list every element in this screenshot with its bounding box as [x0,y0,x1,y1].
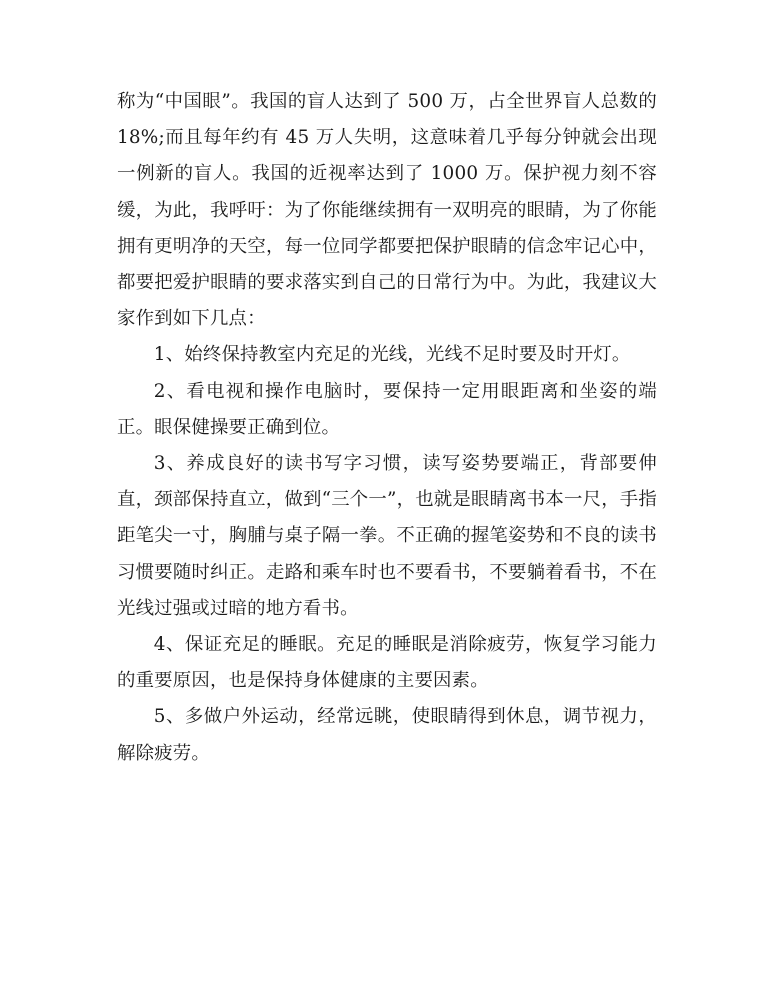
paragraph-point-1: 1、始终保持教室内充足的光线，光线不足时要及时开灯。 [153,344,631,366]
document-body [117,84,657,772]
paragraph-point-5: 5、多做户外运动，经常远眺，使眼睛得到休息，调节视力，解除疲劳。 [117,706,657,764]
paragraph-point-2: 2、看电视和操作电脑时，要保持一定用眼距离和坐姿的端正。眼保健操要正确到位。 [117,380,657,438]
paragraph-point-4: 4、保证充足的睡眠。充足的睡眠是消除疲劳，恢复学习能力的重要原因，也是保持身体健康的主要因素。 [117,634,657,692]
paragraph-intro: 称为“中国眼”。我国的盲人达到了 500 万，占全世界盲人总数的 18%;而且每年约有 45 万人失明，这意味着几乎每分钟就会出现一例新的盲人。我国的近视率达到了 1000 万。保护视力刻不容缓，为此，我呼吁：为了你能继续拥有一双明亮的眼睛，为了你能拥有更明净的天空，每一位同学都要把保护眼睛的信念牢记心中，都要把爱护眼睛的要求落实到自己的日常行为中。为此，我建议大家作到如下几点： [117,91,657,330]
paragraph-point-3: 3、养成良好的读书写字习惯，读写姿势要端正，背部要伸直，颈部保持直立，做到“三个一”，也就是眼睛离书本一尺，手指距笔尖一寸，胸脯与桌子隔一拳。不正确的握笔姿势和不良的读书习惯要随时纠正。走路和乘车时也不要看书，不要躺着看书，不在光线过强或过暗的地方看书。 [117,453,657,619]
